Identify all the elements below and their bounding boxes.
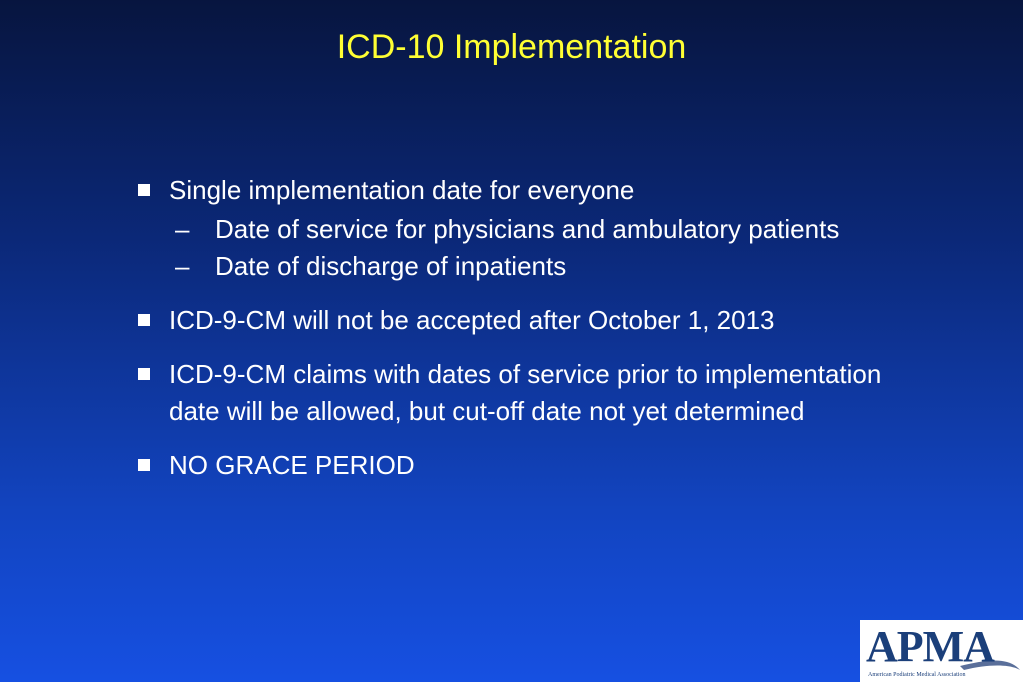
bullet-item	[136, 356, 896, 430]
square-bullet-icon	[138, 368, 150, 380]
apma-logo	[860, 620, 1023, 682]
sub-bullet-text: Date of service for physicians and ambulatory patients	[215, 214, 840, 244]
slide-title: ICD-10 Implementation	[336, 28, 687, 66]
bullet-item	[136, 447, 896, 484]
sub-bullet-text: Date of discharge of inpatients	[215, 251, 567, 281]
bullet-text: ICD-9-CM claims with dates of service prior to implementation date will be allowed, but cut-off date not yet determined	[169, 359, 882, 426]
bullet-item	[136, 302, 896, 339]
bullet-text: NO GRACE PERIOD	[169, 450, 415, 480]
bullet-text: ICD-9-CM will not be accepted after October 1, 2013	[169, 305, 775, 335]
square-bullet-icon	[138, 184, 150, 196]
sub-bullet-item	[175, 211, 896, 248]
logo-tagline: American Podiatric Medical Association	[868, 672, 966, 678]
square-bullet-icon	[138, 314, 150, 326]
sub-bullet-item	[175, 248, 896, 285]
logo-wordmark: APMA	[866, 622, 994, 671]
bullet-item	[136, 172, 896, 285]
sub-bullet-list	[169, 211, 896, 285]
bullet-list	[136, 172, 896, 501]
bullet-text: Single implementation date for everyone	[169, 175, 635, 205]
square-bullet-icon	[138, 459, 150, 471]
dash-bullet-icon: –	[175, 251, 190, 281]
dash-bullet-icon: –	[175, 214, 190, 244]
